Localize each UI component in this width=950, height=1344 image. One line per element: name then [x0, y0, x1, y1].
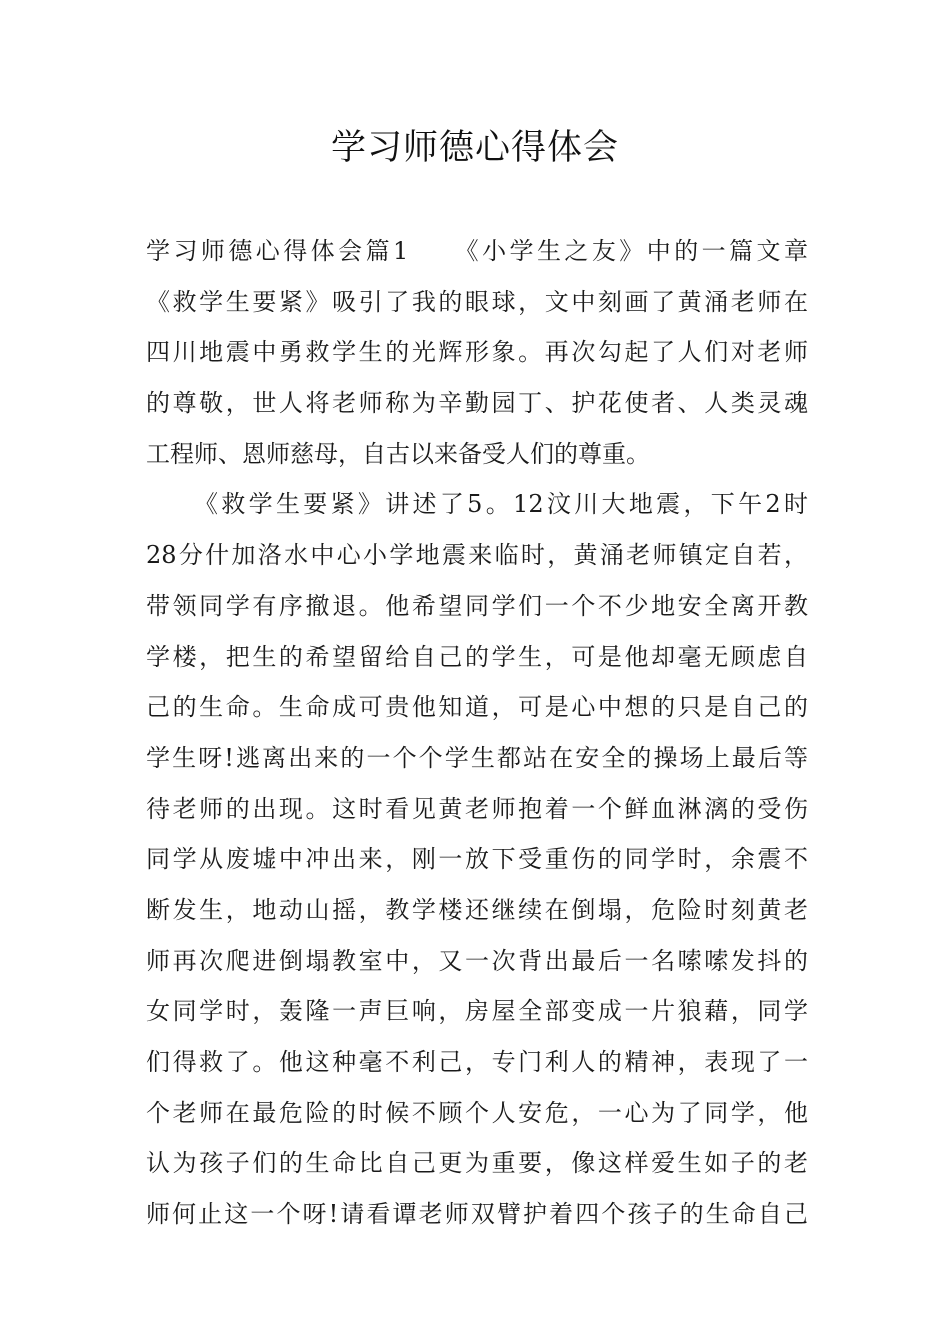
text-line: 女同学时，轰隆一声巨响，房屋全部变成一片狼藉，同学: [146, 997, 808, 1026]
document-title: 学习师德心得体会: [330, 128, 619, 168]
text-line: 的尊敬，世人将老师称为辛勤园丁、护花使者、人类灵魂: [146, 389, 808, 418]
text-line: 学楼，把生的希望留给自己的学生，可是他却毫无顾虑自: [146, 642, 808, 671]
text-line: 28分什加洛水中心小学地震来临时，黄涌老师镇定自若，: [146, 541, 808, 570]
text-line: 学生呀!逃离出来的一个个学生都站在安全的操场上最后等: [146, 743, 808, 772]
text-line: 们得救了。他这种毫不利己，专门利人的精神，表现了一: [146, 1048, 808, 1076]
text-line: 待老师的出现。这时看见黄老师抱着一个鲜血淋漓的受伤: [146, 794, 808, 823]
text-line: 同学从废墟中冲出来，刚一放下受重伤的同学时，余震不: [146, 845, 808, 874]
text-line: 带领同学有序撤退。他希望同学们一个不少地安全离开教: [146, 591, 808, 620]
text-line: 《救学生要紧》吸引了我的眼球，文中刻画了黄涌老师在: [146, 287, 808, 316]
text-line: 师再次爬进倒塌教室中，又一次背出最后一名嗦嗦发抖的: [146, 946, 808, 975]
document-body: [146, 226, 808, 1240]
text-line: 己的生命。生命成可贵他知道，可是心中想的只是自己的: [146, 693, 808, 722]
text-line: 工程师、恩师慈母，自古以来备受人们的尊重。: [146, 439, 650, 468]
text-line: 个老师在最危险的时候不顾个人安危，一心为了同学，他: [146, 1098, 808, 1127]
text-line: 《救学生要紧》讲述了5。12汶川大地震，下午2时: [194, 490, 808, 519]
text-line: 师何止这一个呀!请看谭老师双臂护着四个孩子的生命自己: [146, 1200, 808, 1229]
text-line: 认为孩子们的生命比自己更为重要，像这样爱生如子的老: [146, 1149, 808, 1178]
text-line: 断发生，地动山摇，教学楼还继续在倒塌，危险时刻黄老: [146, 895, 808, 924]
text-line: 四川地震中勇救学生的光辉形象。再次勾起了人们对老师: [146, 338, 808, 367]
text-line: 学习师德心得体会篇1 《小学生之友》中的一篇文章: [146, 237, 808, 265]
